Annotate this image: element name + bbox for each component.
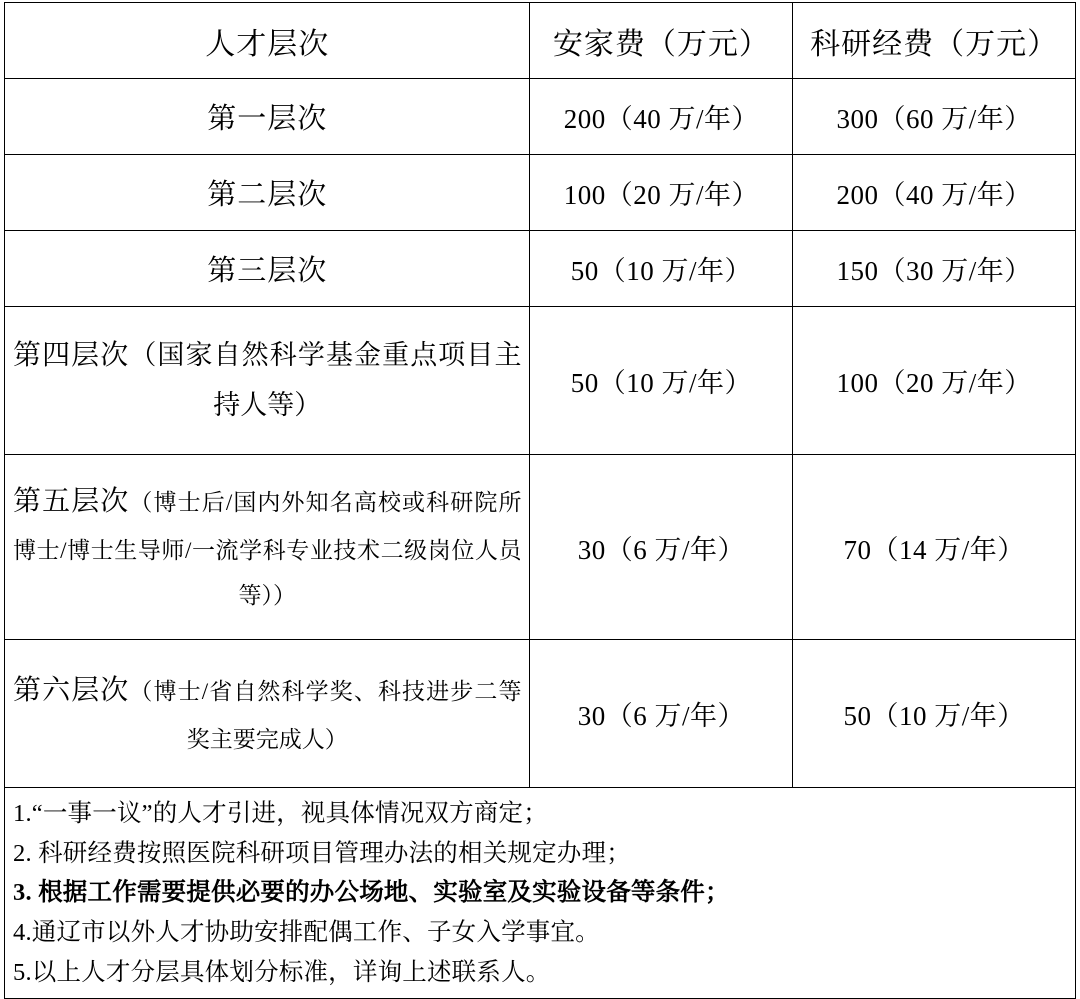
table-header-row [5, 3, 1076, 79]
note-item: 4.通辽市以外人才协助安排配偶工作、子女入学事宜。 [13, 919, 600, 947]
cell-tier: 第一层次 [5, 79, 530, 155]
cell-tier-note: （博士后/国内外知名高校或科研院所博士/博士生导师/一流学科专业技术二级岗位人员等）） [13, 489, 522, 609]
cell-settlement-fee: 30（6 万/年） [530, 455, 793, 640]
cell-settlement-fee: 50（10 万/年） [530, 307, 793, 455]
note-item: 1.“一事一议”的人才引进，视具体情况双方商定； [13, 800, 548, 827]
table-row [5, 307, 1076, 455]
cell-tier-label: 第五层次 [13, 485, 130, 517]
notes-row [5, 788, 1076, 999]
cell-settlement-fee: 200（40 万/年） [530, 79, 793, 155]
document-page [0, 2, 1080, 986]
table-row [5, 155, 1076, 231]
cell-tier-label: 第六层次 [13, 674, 130, 706]
cell-tier [5, 307, 530, 455]
header-cell-tier: 人才层次 [5, 3, 530, 79]
cell-tier: 第三层次 [5, 231, 530, 307]
table-row [5, 640, 1076, 788]
cell-research-fund: 100（20 万/年） [793, 307, 1076, 455]
header-cell-research-fund: 科研经费（万元） [793, 3, 1076, 79]
cell-research-fund: 300（60 万/年） [793, 79, 1076, 155]
cell-settlement-fee: 50（10 万/年） [530, 231, 793, 307]
cell-research-fund: 200（40 万/年） [793, 155, 1076, 231]
cell-tier-label: 第四层次 [13, 339, 130, 371]
cell-tier [5, 640, 530, 788]
cell-settlement-fee: 30（6 万/年） [530, 640, 793, 788]
table-row [5, 231, 1076, 307]
cell-tier-note: （国家自然科学基金重点项目主持人等） [129, 339, 522, 421]
cell-research-fund: 150（30 万/年） [793, 231, 1076, 307]
table-row [5, 79, 1076, 155]
note-item: 5.以上人才分层具体划分标准，详询上述联系人。 [13, 958, 551, 986]
note-item: 2. 科研经费按照医院科研项目管理办法的相关规定办理； [13, 839, 631, 867]
cell-research-fund: 70（14 万/年） [793, 455, 1076, 640]
cell-tier [5, 455, 530, 640]
cell-settlement-fee: 100（20 万/年） [530, 155, 793, 231]
header-cell-settlement-fee: 安家费（万元） [530, 3, 793, 79]
cell-tier-note: （博士/省自然科学奖、科技进步二等奖主要完成人） [129, 678, 522, 753]
talent-benefit-table [4, 2, 1076, 999]
notes-cell [5, 788, 1076, 999]
note-item: 3. 根据工作需要提供必要的办公场地、实验室及实验设备等条件； [13, 879, 730, 907]
cell-tier: 第二层次 [5, 155, 530, 231]
table-row [5, 455, 1076, 640]
cell-research-fund: 50（10 万/年） [793, 640, 1076, 788]
